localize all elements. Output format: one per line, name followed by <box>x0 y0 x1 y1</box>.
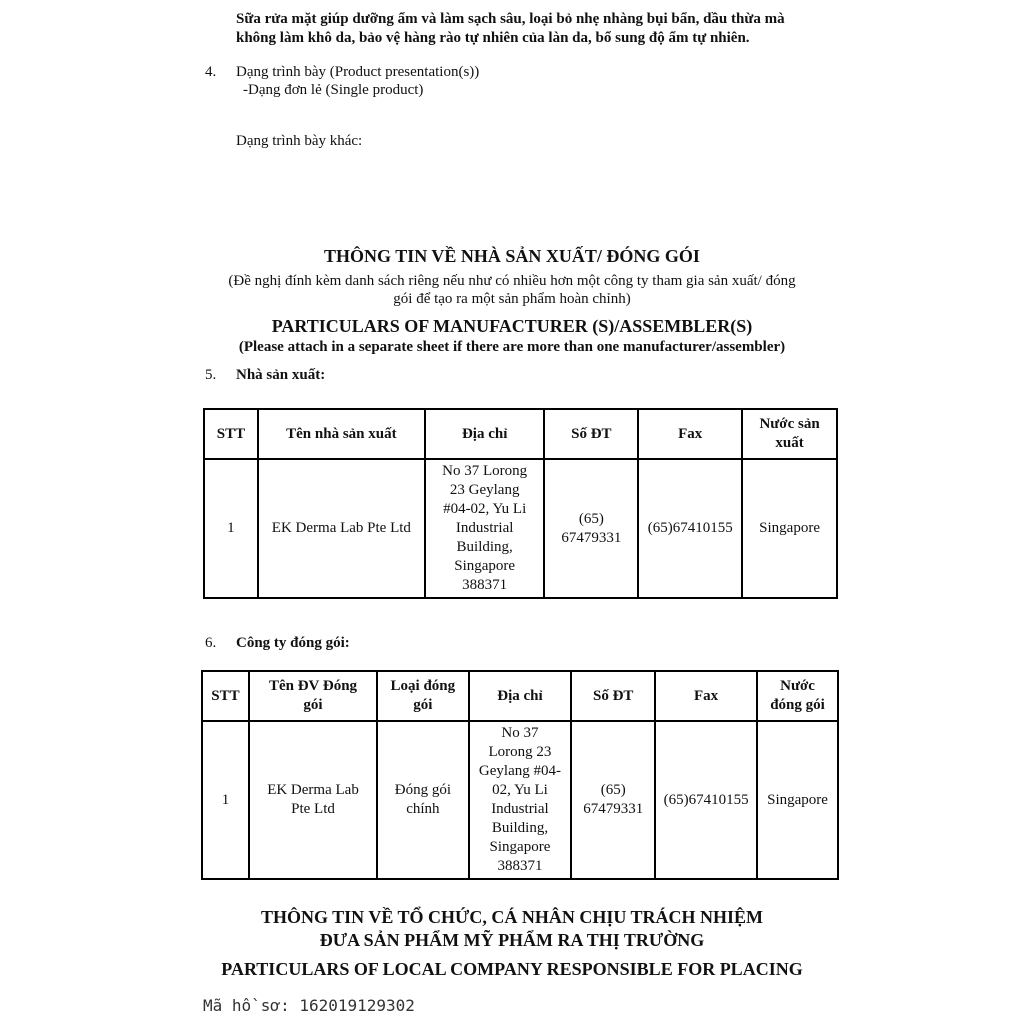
col-country: Nước sản xuất <box>742 409 837 459</box>
table-header-row <box>202 671 838 721</box>
cell-address: No 37 Lorong 23 Geylang #04-02, Yu Li Industrial Building, Singapore 388371 <box>425 459 545 598</box>
cell-stt: 1 <box>202 721 249 879</box>
table-row <box>204 459 837 598</box>
description-line-1: Sữa rửa mặt giúp dưỡng ẩm và làm sạch sâu, loại bỏ nhẹ nhàng bụi bẩn, dầu thừa mà <box>236 11 785 27</box>
col-manufacturer-name: Tên nhà sản xuất <box>258 409 425 459</box>
col-packaging-type: Loại đóng gói <box>377 671 469 721</box>
cell-country: Singapore <box>757 721 838 879</box>
cell-stt: 1 <box>204 459 258 598</box>
section-5-title: Nhà sản xuất: <box>236 367 326 383</box>
local-company-title-vi-2: ĐƯA SẢN PHẨM MỸ PHẨM RA THỊ TRƯỜNG <box>319 930 705 950</box>
section-6-title: Công ty đóng gói: <box>236 635 350 651</box>
col-fax: Fax <box>655 671 757 721</box>
cell-manufacturer-name: EK Derma Lab Pte Ltd <box>258 459 425 598</box>
cell-packager-name: EK Derma Lab Pte Ltd <box>249 721 377 879</box>
description-line-2: không làm khô da, bảo vệ hàng rào tự nhiên của làn da, bổ sung độ ẩm tự nhiên. <box>236 30 750 46</box>
other-presentation-line: Dạng trình bày khác: <box>236 133 363 149</box>
manufacturer-title-en: PARTICULARS OF MANUFACTURER (S)/ASSEMBLER(S) <box>271 316 753 336</box>
section-5-number: 5. <box>205 367 217 383</box>
local-company-title-en: PARTICULARS OF LOCAL COMPANY RESPONSIBLE FOR PLACING <box>221 959 803 979</box>
manufacturer-note-vi-2: gói để tạo ra một sản phẩm hoàn chỉnh) <box>393 291 631 307</box>
cell-packaging-type: Đóng gói chính <box>377 721 469 879</box>
col-phone: Số ĐT <box>544 409 638 459</box>
manufacturer-table <box>203 408 838 599</box>
col-country: Nước đóng gói <box>757 671 838 721</box>
packager-table <box>201 670 839 880</box>
section-6-number: 6. <box>205 635 217 651</box>
product-description <box>236 10 836 48</box>
manufacturer-note-vi-1: (Đề nghị đính kèm danh sách riêng nếu như có nhiều hơn một công ty tham gia sản xuất/ đóng <box>228 273 796 289</box>
col-fax: Fax <box>638 409 742 459</box>
cell-fax: (65)67410155 <box>638 459 742 598</box>
cell-phone: (65) 67479331 <box>571 721 655 879</box>
single-product-line: -Dạng đơn lẻ (Single product) <box>243 82 424 98</box>
col-address: Địa chỉ <box>425 409 545 459</box>
table-row <box>202 721 838 879</box>
section-4-title: Dạng trình bày (Product presentation(s)) <box>236 64 480 80</box>
section-4-number: 4. <box>205 64 217 80</box>
cell-fax: (65)67410155 <box>655 721 757 879</box>
table-header-row <box>204 409 837 459</box>
cell-country: Singapore <box>742 459 837 598</box>
col-address: Địa chỉ <box>469 671 572 721</box>
col-phone: Số ĐT <box>571 671 655 721</box>
col-packager-name: Tên ĐV Đóng gói <box>249 671 377 721</box>
local-company-title-vi-1: THÔNG TIN VỀ TỔ CHỨC, CÁ NHÂN CHỊU TRÁCH NHIỆM <box>260 907 764 927</box>
manufacturer-title-vi: THÔNG TIN VỀ NHÀ SẢN XUẤT/ ĐÓNG GÓI <box>324 246 700 266</box>
dossier-reference: Mã hồ sơ: 162019129302 <box>203 996 415 1015</box>
col-stt: STT <box>204 409 258 459</box>
cell-phone: (65) 67479331 <box>544 459 638 598</box>
cell-address: No 37 Lorong 23 Geylang #04- 02, Yu Li Industrial Building, Singapore 388371 <box>469 721 572 879</box>
col-stt: STT <box>202 671 249 721</box>
manufacturer-note-en: (Please attach in a separate sheet if there are more than one manufacturer/assembler) <box>238 339 786 355</box>
